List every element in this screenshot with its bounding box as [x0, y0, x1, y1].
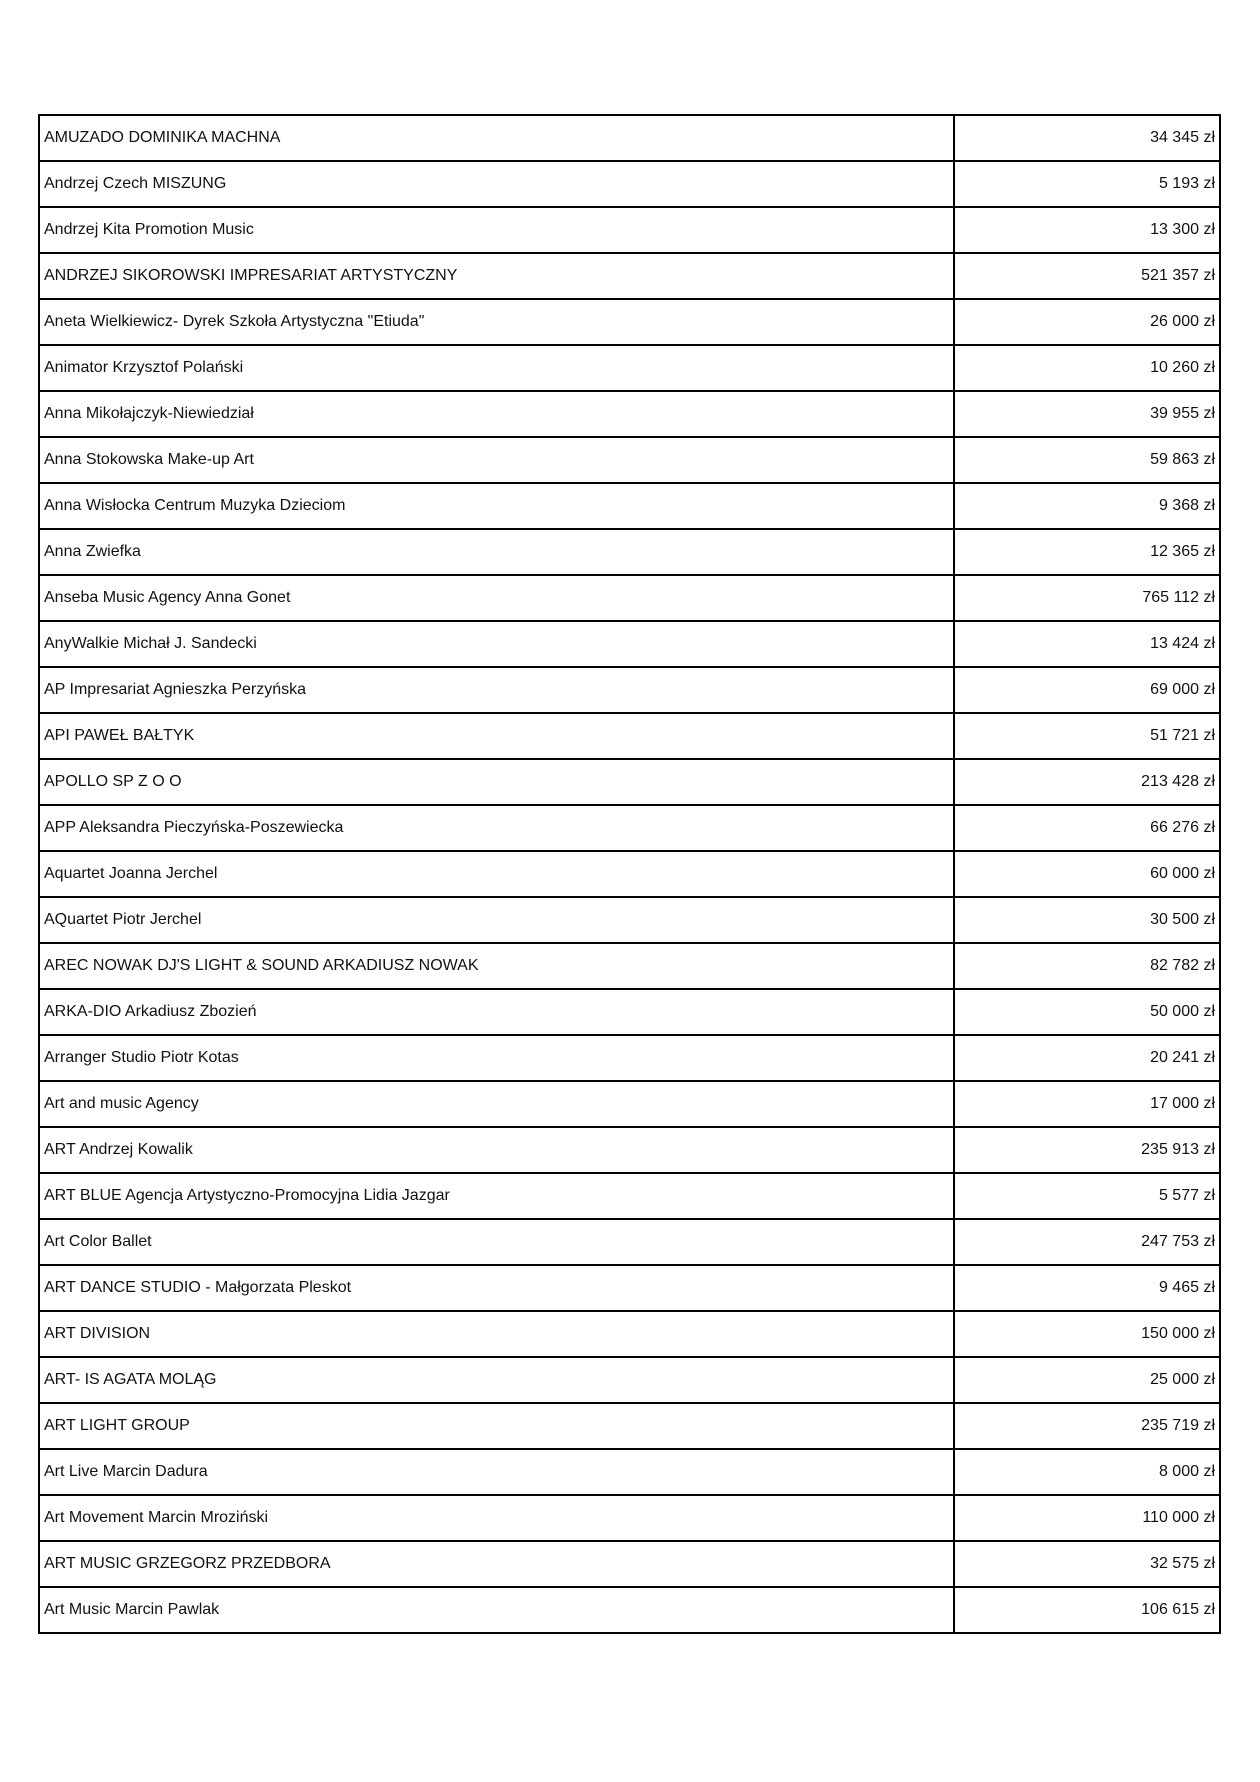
- table-row: [39, 805, 1220, 851]
- recipient-name-cell: Art Movement Marcin Mroziński: [39, 1495, 954, 1541]
- table-row: [39, 437, 1220, 483]
- amount-cell: 20 241 zł: [954, 1035, 1220, 1081]
- recipient-name-cell: Anna Wisłocka Centrum Muzyka Dzieciom: [39, 483, 954, 529]
- recipient-name-cell: ART Andrzej Kowalik: [39, 1127, 954, 1173]
- amount-cell: 12 365 zł: [954, 529, 1220, 575]
- recipient-name-cell: APP Aleksandra Pieczyńska-Poszewiecka: [39, 805, 954, 851]
- recipient-name-cell: ANDRZEJ SIKOROWSKI IMPRESARIAT ARTYSTYCZNY: [39, 253, 954, 299]
- recipient-name-cell: Anna Mikołajczyk-Niewiedział: [39, 391, 954, 437]
- amount-cell: 213 428 zł: [954, 759, 1220, 805]
- amount-cell: 13 424 zł: [954, 621, 1220, 667]
- table-row: [39, 575, 1220, 621]
- table-row: [39, 1403, 1220, 1449]
- recipient-name-cell: Art Music Marcin Pawlak: [39, 1587, 954, 1633]
- table-row: [39, 345, 1220, 391]
- recipient-name-cell: AREC NOWAK DJ'S LIGHT & SOUND ARKADIUSZ NOWAK: [39, 943, 954, 989]
- recipient-name-cell: ART BLUE Agencja Artystyczno-Promocyjna Lidia Jazgar: [39, 1173, 954, 1219]
- amount-cell: 26 000 zł: [954, 299, 1220, 345]
- recipient-name-cell: APOLLO SP Z O O: [39, 759, 954, 805]
- table-row: [39, 207, 1220, 253]
- recipients-table: [38, 114, 1221, 1634]
- table-row: [39, 1265, 1220, 1311]
- amount-cell: 9 465 zł: [954, 1265, 1220, 1311]
- recipient-name-cell: AP Impresariat Agnieszka Perzyńska: [39, 667, 954, 713]
- table-row: [39, 1311, 1220, 1357]
- amount-cell: 60 000 zł: [954, 851, 1220, 897]
- recipient-name-cell: ART DIVISION: [39, 1311, 954, 1357]
- table-row: [39, 759, 1220, 805]
- amount-cell: 5 193 zł: [954, 161, 1220, 207]
- table-row: [39, 1219, 1220, 1265]
- recipient-name-cell: Art Live Marcin Dadura: [39, 1449, 954, 1495]
- table-row: [39, 115, 1220, 161]
- amount-cell: 247 753 zł: [954, 1219, 1220, 1265]
- table-row: [39, 483, 1220, 529]
- amount-cell: 17 000 zł: [954, 1081, 1220, 1127]
- amount-cell: 51 721 zł: [954, 713, 1220, 759]
- recipient-name-cell: Andrzej Kita Promotion Music: [39, 207, 954, 253]
- recipient-name-cell: ART- IS AGATA MOLĄG: [39, 1357, 954, 1403]
- recipient-name-cell: AQuartet Piotr Jerchel: [39, 897, 954, 943]
- recipient-name-cell: Arranger Studio Piotr Kotas: [39, 1035, 954, 1081]
- table-row: [39, 529, 1220, 575]
- table-row: [39, 1449, 1220, 1495]
- amount-cell: 50 000 zł: [954, 989, 1220, 1035]
- table-row: [39, 851, 1220, 897]
- recipient-name-cell: ARKA-DIO Arkadiusz Zbozień: [39, 989, 954, 1035]
- amount-cell: 66 276 zł: [954, 805, 1220, 851]
- table-row: [39, 943, 1220, 989]
- recipient-name-cell: Animator Krzysztof Polański: [39, 345, 954, 391]
- amount-cell: 235 719 zł: [954, 1403, 1220, 1449]
- amount-cell: 235 913 zł: [954, 1127, 1220, 1173]
- amount-cell: 521 357 zł: [954, 253, 1220, 299]
- amount-cell: 106 615 zł: [954, 1587, 1220, 1633]
- recipient-name-cell: ART MUSIC GRZEGORZ PRZEDBORA: [39, 1541, 954, 1587]
- recipient-name-cell: Andrzej Czech MISZUNG: [39, 161, 954, 207]
- table-row: [39, 299, 1220, 345]
- amount-cell: 8 000 zł: [954, 1449, 1220, 1495]
- table-row: [39, 989, 1220, 1035]
- recipient-name-cell: Aneta Wielkiewicz- Dyrek Szkoła Artystyczna "Etiuda": [39, 299, 954, 345]
- amount-cell: 25 000 zł: [954, 1357, 1220, 1403]
- table-row: [39, 1127, 1220, 1173]
- table-row: [39, 391, 1220, 437]
- table-row: [39, 1495, 1220, 1541]
- recipient-name-cell: Art and music Agency: [39, 1081, 954, 1127]
- amount-cell: 82 782 zł: [954, 943, 1220, 989]
- amount-cell: 110 000 zł: [954, 1495, 1220, 1541]
- recipient-name-cell: Art Color Ballet: [39, 1219, 954, 1265]
- recipient-name-cell: ART DANCE STUDIO - Małgorzata Pleskot: [39, 1265, 954, 1311]
- amount-cell: 9 368 zł: [954, 483, 1220, 529]
- amount-cell: 32 575 zł: [954, 1541, 1220, 1587]
- table-row: [39, 621, 1220, 667]
- amount-cell: 59 863 zł: [954, 437, 1220, 483]
- recipient-name-cell: Anna Stokowska Make-up Art: [39, 437, 954, 483]
- recipient-name-cell: AnyWalkie Michał J. Sandecki: [39, 621, 954, 667]
- recipient-name-cell: Aquartet Joanna Jerchel: [39, 851, 954, 897]
- recipient-name-cell: Anna Zwiefka: [39, 529, 954, 575]
- recipient-name-cell: Anseba Music Agency Anna Gonet: [39, 575, 954, 621]
- table-row: [39, 1587, 1220, 1633]
- recipient-name-cell: ART LIGHT GROUP: [39, 1403, 954, 1449]
- amount-cell: 765 112 zł: [954, 575, 1220, 621]
- table-row: [39, 253, 1220, 299]
- table-row: [39, 1035, 1220, 1081]
- table-row: [39, 1173, 1220, 1219]
- recipient-name-cell: AMUZADO DOMINIKA MACHNA: [39, 115, 954, 161]
- amount-cell: 13 300 zł: [954, 207, 1220, 253]
- table-row: [39, 161, 1220, 207]
- amount-cell: 30 500 zł: [954, 897, 1220, 943]
- amount-cell: 5 577 zł: [954, 1173, 1220, 1219]
- amount-cell: 150 000 zł: [954, 1311, 1220, 1357]
- table-row: [39, 713, 1220, 759]
- recipient-name-cell: API PAWEŁ BAŁTYK: [39, 713, 954, 759]
- table-row: [39, 1357, 1220, 1403]
- amount-cell: 34 345 zł: [954, 115, 1220, 161]
- amount-cell: 69 000 zł: [954, 667, 1220, 713]
- amount-cell: 10 260 zł: [954, 345, 1220, 391]
- table-row: [39, 1081, 1220, 1127]
- table-row: [39, 1541, 1220, 1587]
- table-row: [39, 667, 1220, 713]
- table-body: [39, 115, 1220, 1633]
- amount-cell: 39 955 zł: [954, 391, 1220, 437]
- table-row: [39, 897, 1220, 943]
